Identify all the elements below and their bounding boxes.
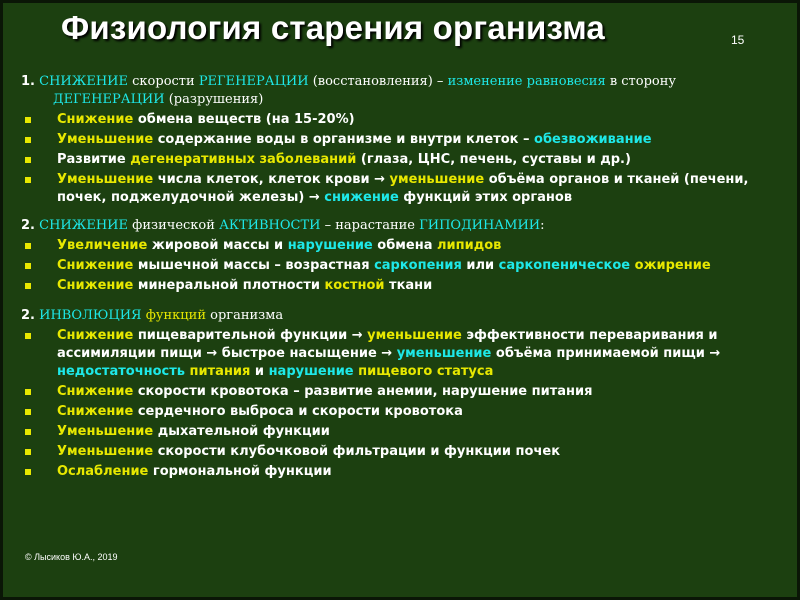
text-run: дегенеративных заболеваний <box>130 152 357 167</box>
section-2 <box>21 217 783 295</box>
text-run: : <box>540 218 545 233</box>
text-run: в сторону <box>605 74 677 89</box>
text-run: (восстановления) – <box>308 74 448 89</box>
text-run: Снижение <box>57 112 134 127</box>
text-run: саркопеническое <box>498 258 631 273</box>
text-run: саркопения <box>374 258 462 273</box>
text-run: Уменьшение <box>57 172 154 187</box>
bullet-list <box>21 327 783 481</box>
text-run: Увеличение <box>57 238 148 253</box>
text-run: мышечной массы – возрастная <box>133 258 375 273</box>
bullet-item <box>21 423 783 441</box>
text-run: Снижение <box>57 384 134 399</box>
section-number: 1. <box>21 74 35 89</box>
square-bullet-icon <box>25 263 31 269</box>
text-run: ИНВОЛЮЦИЯ <box>39 308 142 323</box>
text-run: (глаза, ЦНС, печень, суставы и др.) <box>356 152 631 167</box>
square-bullet-icon <box>25 137 31 143</box>
text-run: или <box>461 258 499 273</box>
section-heading <box>21 73 783 109</box>
text-run: числа клеток, клеток крови → <box>153 172 390 187</box>
heading-text <box>39 308 283 323</box>
bullet-list <box>21 237 783 295</box>
text-run: ткани <box>384 278 433 293</box>
square-bullet-icon <box>25 157 31 163</box>
text-run: гормональной функции <box>148 464 332 479</box>
bullet-item <box>21 171 783 207</box>
square-bullet-icon <box>25 409 31 415</box>
text-run: нарушение <box>287 238 373 253</box>
square-bullet-icon <box>25 117 31 123</box>
bullet-item <box>21 131 783 149</box>
text-run: дыхательной функции <box>153 424 330 439</box>
copyright-footer: © Лысиков Ю.А., 2019 <box>25 552 118 562</box>
text-run: скорости <box>128 74 199 89</box>
text-run: обмена веществ (на 15-20%) <box>133 112 355 127</box>
text-run: (разрушения) <box>164 92 264 107</box>
square-bullet-icon <box>25 389 31 395</box>
bullet-item <box>21 277 783 295</box>
text-run: Развитие <box>57 152 131 167</box>
text-run: объёма органов и тканей (печени, почек, поджелудочной железы) → <box>57 172 749 205</box>
text-run: – нарастание <box>320 218 420 233</box>
section-3 <box>21 307 783 481</box>
section-number: 2. <box>21 218 35 233</box>
slide-content <box>21 73 783 481</box>
page-number: 15 <box>731 33 745 47</box>
section-heading <box>21 307 783 325</box>
text-run: ДЕГЕНЕРАЦИИ <box>53 92 165 107</box>
heading-text <box>39 218 544 233</box>
text-run: ожирение <box>634 258 711 273</box>
text-run: Уменьшение <box>57 424 154 439</box>
text-run: сердечного выброса и скорости кровотока <box>133 404 463 419</box>
text-run: объёма принимаемой пищи → <box>491 346 721 361</box>
text-run: обмена <box>372 238 438 253</box>
text-run: изменение равновесия <box>447 74 606 89</box>
text-run: эффективности переваривания и ассимиляции пищи → быстрое насыщение → <box>57 328 718 361</box>
text-run: пищеварительной функции → <box>133 328 368 343</box>
text-run: и <box>250 364 269 379</box>
text-run: Снижение <box>57 328 134 343</box>
text-run: СНИЖЕНИЕ <box>39 74 129 89</box>
text-run: Ослабление <box>57 464 149 479</box>
text-run: Уменьшение <box>57 444 154 459</box>
square-bullet-icon <box>25 243 31 249</box>
text-run: снижение <box>324 190 399 205</box>
text-run: физической <box>128 218 220 233</box>
text-run: функций <box>145 308 206 323</box>
text-run: уменьшение <box>396 346 492 361</box>
bullet-list <box>21 111 783 207</box>
bullet-item <box>21 463 783 481</box>
bullet-item <box>21 383 783 401</box>
text-run: уменьшение <box>389 172 485 187</box>
bullet-item <box>21 257 783 275</box>
text-run: жировой массы и <box>147 238 288 253</box>
square-bullet-icon <box>25 449 31 455</box>
bullet-item <box>21 151 783 169</box>
bullet-item <box>21 111 783 129</box>
section-1 <box>21 73 783 207</box>
text-run: пищевого статуса <box>353 364 494 379</box>
section-heading <box>21 217 783 235</box>
text-run: минеральной плотности <box>133 278 325 293</box>
text-run: скорости кровотока – развитие анемии, нарушение питания <box>133 384 593 399</box>
text-run: ГИПОДИНАМИИ <box>419 218 541 233</box>
text-run: РЕГЕНЕРАЦИИ <box>198 74 309 89</box>
square-bullet-icon <box>25 333 31 339</box>
square-bullet-icon <box>25 283 31 289</box>
bullet-item <box>21 327 783 381</box>
text-run: скорости клубочковой фильтрации и функции почек <box>153 444 561 459</box>
text-run: Снижение <box>57 404 134 419</box>
text-run: липидов <box>437 238 502 253</box>
text-run: Снижение <box>57 278 134 293</box>
heading-text <box>39 74 676 107</box>
square-bullet-icon <box>25 177 31 183</box>
text-run: костной <box>324 278 385 293</box>
text-run: организма <box>206 308 284 323</box>
section-number: 2. <box>21 308 35 323</box>
text-run: содержание воды в организме и внутри клеток – <box>153 132 535 147</box>
text-run: Уменьшение <box>57 132 154 147</box>
text-run: АКТИВНОСТИ <box>219 218 321 233</box>
text-run: Снижение <box>57 258 134 273</box>
text-run: функций этих органов <box>398 190 573 205</box>
slide-title: Физиология старения организма <box>61 9 605 46</box>
bullet-item <box>21 443 783 461</box>
text-run: СНИЖЕНИЕ <box>39 218 129 233</box>
text-run: уменьшение <box>367 328 462 343</box>
bullet-item <box>21 237 783 255</box>
square-bullet-icon <box>25 469 31 475</box>
text-run: нарушение <box>268 364 354 379</box>
text-run: питания <box>189 364 251 379</box>
square-bullet-icon <box>25 429 31 435</box>
text-run: обезвоживание <box>534 132 652 147</box>
bullet-item <box>21 403 783 421</box>
text-run: недостаточность <box>57 364 186 379</box>
